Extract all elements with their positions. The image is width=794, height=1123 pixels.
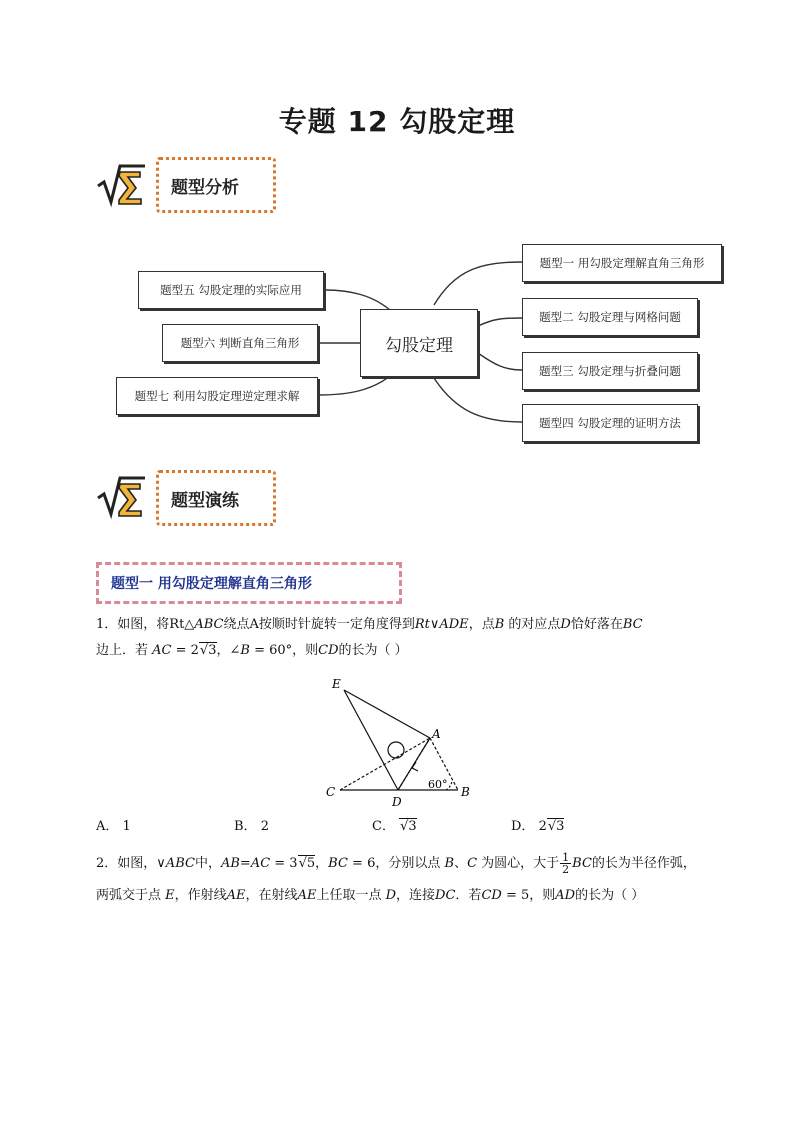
section-analysis: 题型分析 <box>156 157 276 213</box>
mindmap-type7: 题型七 利用勾股定理逆定理求解 <box>116 377 318 415</box>
label-E: E <box>332 677 341 691</box>
option-d: D． 2√3 <box>511 819 565 834</box>
label-C: C <box>326 785 336 799</box>
page-title: 专题 12 勾股定理 <box>278 105 516 138</box>
section-practice: 题型演练 <box>156 470 276 526</box>
mindmap-type4: 题型四 勾股定理的证明方法 <box>522 404 698 442</box>
option-b: B． 2 <box>234 819 269 834</box>
label-angle: 60° <box>428 778 448 791</box>
type1-heading: 题型一 用勾股定理解直角三角形 <box>96 562 402 604</box>
option-c: C． √3 <box>372 819 417 834</box>
mindmap-type3: 题型三 勾股定理与折叠问题 <box>522 352 698 390</box>
q1-figure <box>318 672 478 810</box>
question-1: 1．如图，将Rt△ABC绕点A按顺时针旋转一定角度得到Rt∨ADE，点B 的对应点D恰好落在BC 边上．若 AC = 2√3，∠B = 60°，则CD的长为（ ） <box>96 617 643 658</box>
mindmap-type2: 题型二 勾股定理与网格问题 <box>522 298 698 336</box>
sqrt-sigma-icon <box>95 472 147 520</box>
mindmap-type1: 题型一 用勾股定理解直角三角形 <box>522 244 722 282</box>
option-a: A． 1 <box>96 819 131 834</box>
mindmap-type6: 题型六 判断直角三角形 <box>162 324 318 362</box>
question-2: 2．如图，∨ABC中，AB=AC = 3√5，BC = 6，分别以点 B、C 为圆心，大于 $\frac{1}{2}$ BC的长为半径作弧， 两弧交于点 E，作射线AE，在射线AE上任取一点 D，连接DC．若CD = 5，则AD的长为（ ） <box>96 851 696 903</box>
label-D: D <box>392 795 402 809</box>
label-A: A <box>432 727 441 741</box>
mindmap-center: 勾股定理 <box>360 309 478 377</box>
mindmap-type5: 题型五 勾股定理的实际应用 <box>138 271 324 309</box>
label-B: B <box>461 785 470 799</box>
